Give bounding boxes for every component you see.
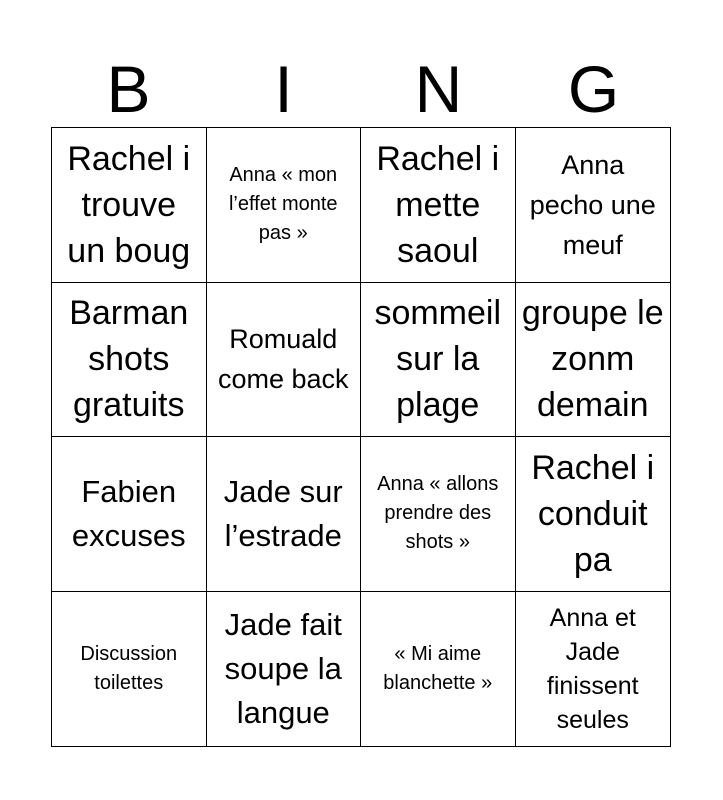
bingo-cell-text: Jade sur l’estrade (223, 473, 343, 553)
bingo-cell-text: Anna pecho une meuf (529, 149, 656, 260)
bingo-cell-text: Romuald come back (217, 324, 349, 395)
bingo-cell[interactable] (207, 592, 362, 747)
bingo-cell[interactable] (361, 128, 516, 283)
bingo-cell[interactable] (207, 437, 362, 592)
bingo-cell-text: Rachel i trouve un boug (67, 139, 191, 270)
header-letter-b: B (106, 52, 151, 126)
bingo-cell-text: Fabien excuses (71, 473, 186, 553)
bingo-cell[interactable] (361, 437, 516, 592)
bingo-cell[interactable] (361, 283, 516, 438)
header-letter-g: G (567, 52, 620, 126)
bingo-cell[interactable] (516, 437, 671, 592)
bingo-cell[interactable] (516, 128, 671, 283)
bingo-cell[interactable] (52, 592, 207, 747)
bingo-cell[interactable] (52, 437, 207, 592)
bingo-cell-text: Barman shots gratuits (69, 294, 189, 425)
bingo-cell[interactable] (516, 283, 671, 438)
bingo-cell[interactable] (516, 592, 671, 747)
bingo-cell-text: Anna « mon l’effet monte pas » (228, 164, 338, 245)
bingo-cell[interactable] (207, 128, 362, 283)
header-letter-n: N (414, 52, 463, 126)
bingo-cell-text: Anna « allons prendre des shots » (377, 473, 499, 554)
bingo-cell[interactable] (52, 128, 207, 283)
bingo-cell-text: Anna et Jade finissent seules (546, 603, 639, 734)
bingo-cell-text: groupe le zonm demain (521, 294, 664, 425)
bingo-cell-text: Rachel i mette saoul (376, 139, 500, 270)
bingo-grid (51, 127, 671, 747)
bingo-header (51, 52, 671, 126)
bingo-cell-text: Rachel i conduit pa (531, 448, 655, 579)
bingo-cell[interactable] (361, 592, 516, 747)
bingo-cell-text: « Mi aime blanchette » (383, 642, 493, 694)
bingo-cell[interactable] (207, 283, 362, 438)
header-letter-i: I (274, 52, 293, 126)
bingo-cell[interactable] (52, 283, 207, 438)
bingo-cell-text: sommeil sur la plage (374, 294, 502, 425)
bingo-cell-text: Discussion toilettes (80, 642, 178, 694)
bingo-cell-text: Jade fait soupe la langue (224, 606, 342, 730)
